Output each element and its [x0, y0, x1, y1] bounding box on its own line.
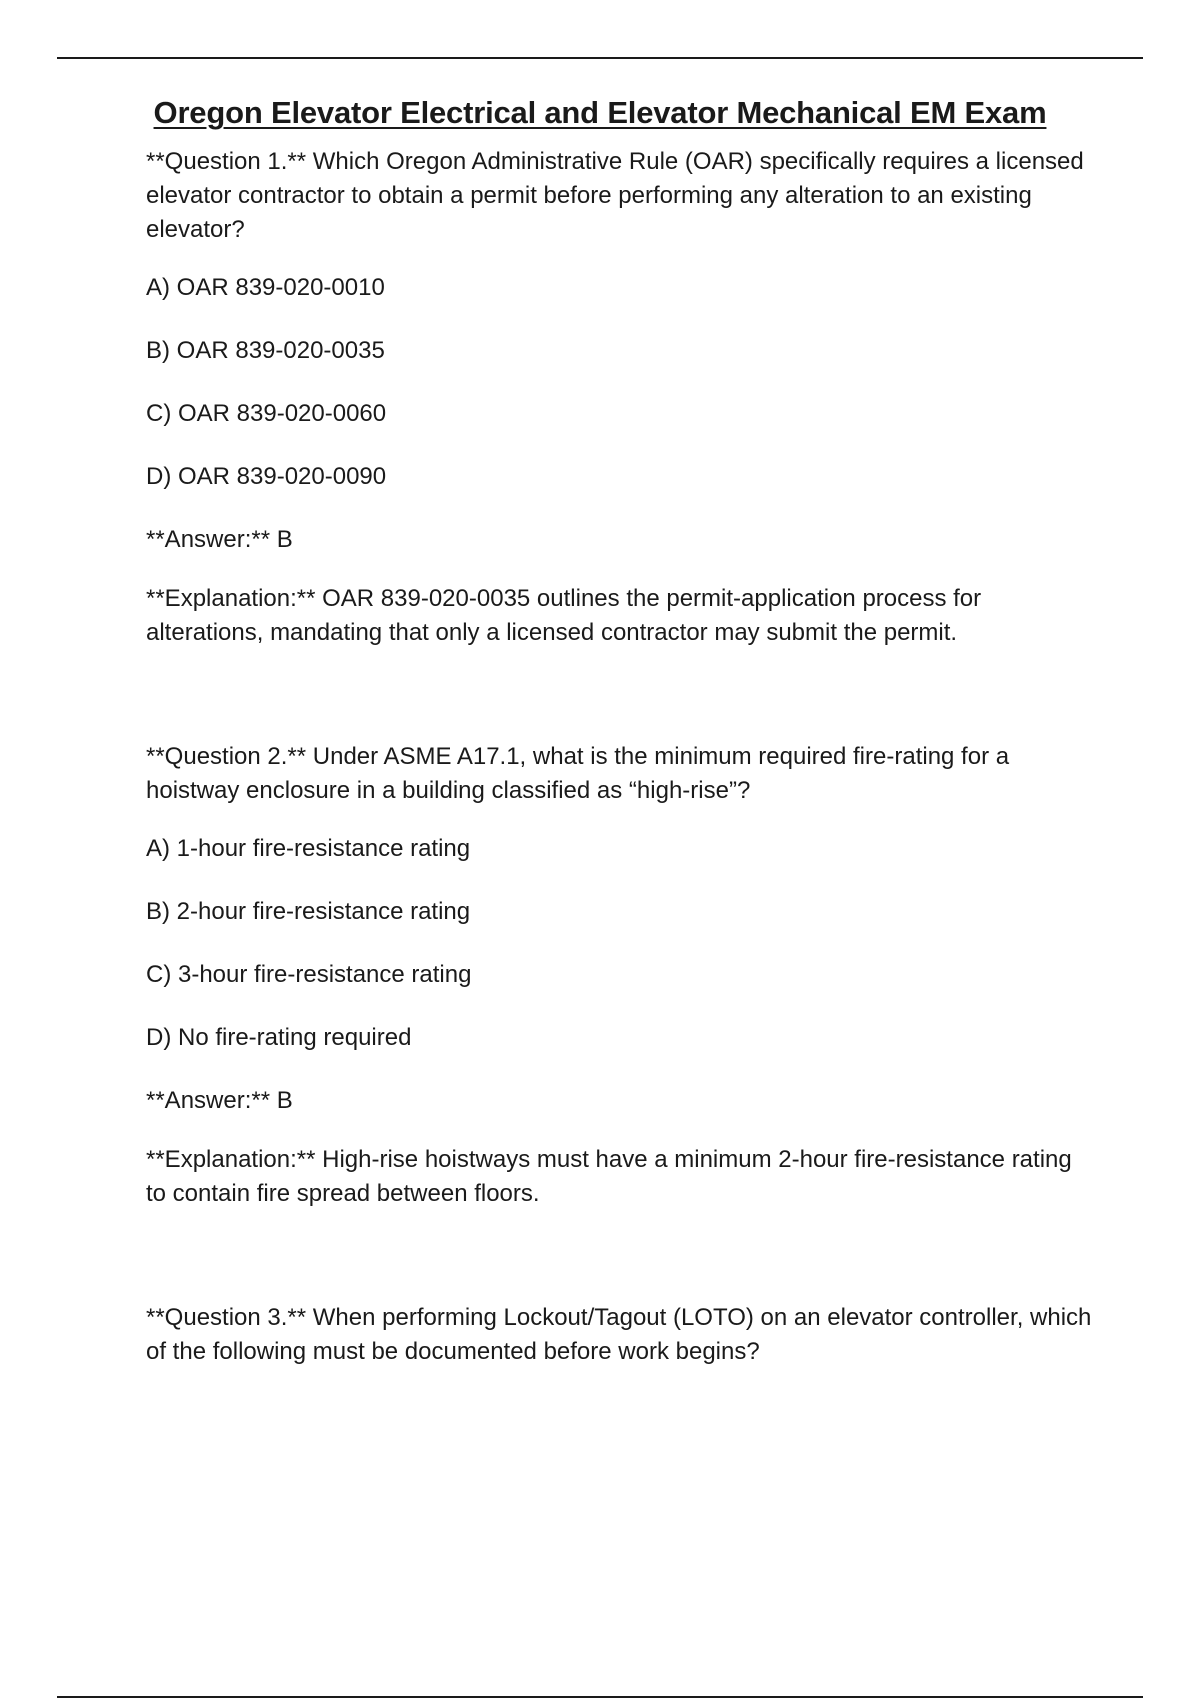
- option-a: A) 1-hour fire-resistance rating: [146, 835, 471, 862]
- top-rule: [57, 57, 1143, 59]
- question-3: [146, 1301, 1096, 1369]
- explanation: **Explanation:** OAR 839-020-0035 outlines the permit-application process for alterations, mandating that only a licensed contractor may submit the permit.: [146, 585, 982, 646]
- page-title: Oregon Elevator Electrical and Elevator Mechanical EM Exam: [153, 94, 1047, 130]
- answer: **Answer:** B: [146, 526, 293, 553]
- bottom-rule: [57, 1696, 1143, 1698]
- option-c: C) 3-hour fire-resistance rating: [146, 961, 472, 988]
- explanation: **Explanation:** High-rise hoistways must have a minimum 2-hour fire-resistance rating to contain fire spread between floors.: [146, 1146, 1072, 1207]
- question-1: [146, 145, 1096, 650]
- question-2: [146, 740, 1096, 1211]
- answer: **Answer:** B: [146, 1087, 293, 1114]
- question-text: **Question 1.** Which Oregon Administrative Rule (OAR) specifically requires a licensed elevator contractor to obtain a permit before performing any alteration to an existing elevator?: [146, 148, 1084, 243]
- question-text: **Question 3.** When performing Lockout/Tagout (LOTO) on an elevator controller, which of the following must be documented before work begins?: [146, 1304, 1092, 1365]
- option-d: D) OAR 839-020-0090: [146, 463, 387, 490]
- option-c: C) OAR 839-020-0060: [146, 400, 387, 427]
- option-d: D) No fire-rating required: [146, 1024, 412, 1051]
- option-a: A) OAR 839-020-0010: [146, 274, 385, 301]
- question-text: **Question 2.** Under ASME A17.1, what is the minimum required fire-rating for a hoistway enclosure in a building classified as “high-rise”?: [146, 743, 1010, 804]
- option-b: B) OAR 839-020-0035: [146, 337, 385, 364]
- document-body: [146, 145, 1096, 1393]
- option-b: B) 2-hour fire-resistance rating: [146, 898, 471, 925]
